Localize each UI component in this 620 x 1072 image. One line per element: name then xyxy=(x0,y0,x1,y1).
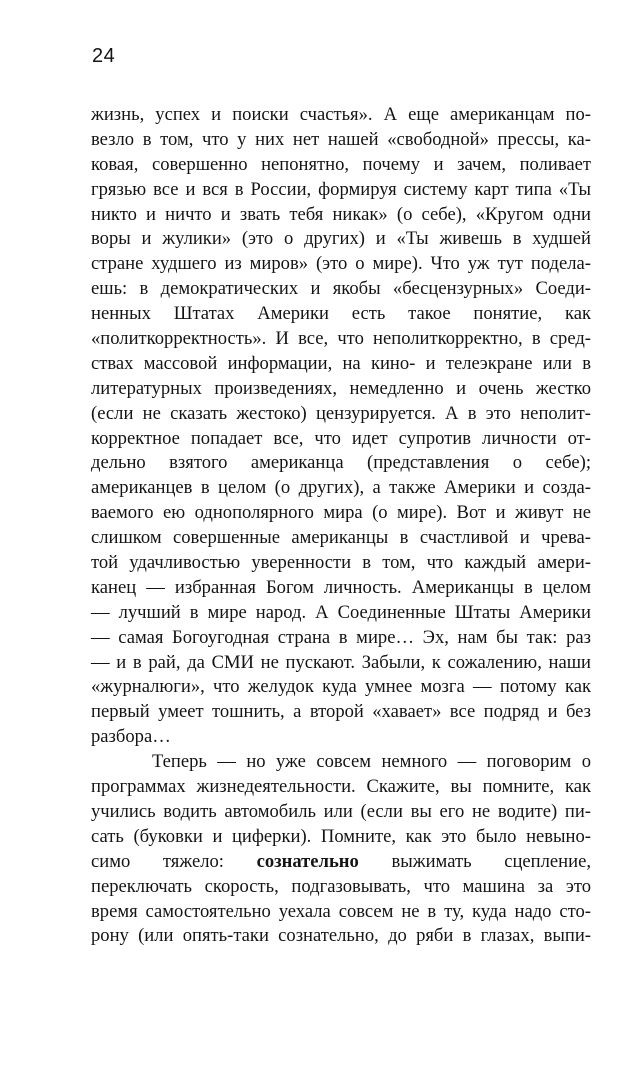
text-line: учились водить автомобиль или (если вы его не водите) пи- xyxy=(91,800,591,822)
text-line: программах жизнедеятельности. Скажите, вы помните, как xyxy=(91,776,591,798)
text-line: литературных произведениях, немедленно и очень жестко xyxy=(91,377,591,399)
text-line: ваемого ею однополярного мира (о мире). Вот и живут не xyxy=(91,502,591,524)
text-line: время самостоятельно уехала совсем не в ту, куда надо сто- xyxy=(91,900,591,922)
text-line: корректное попадает все, что идет супротив личности от- xyxy=(91,427,591,449)
text-line: ешь: в демократических и якобы «бесцензурных» Соеди- xyxy=(91,278,591,300)
text-line: дельно взятого американца (представления о себе); xyxy=(91,452,591,474)
text-line: воры и жулики» (это о других) и «Ты живешь в худшей xyxy=(91,228,591,250)
text-segment: симо тяжело: xyxy=(91,850,224,872)
text-line: «журналюги», что желудок куда умнее мозга — потому как xyxy=(91,676,591,698)
text-line: ствах массовой информации, на кино- и телеэкране или в xyxy=(91,352,591,374)
text-line: американцев в целом (о других), а также Америки и созда- xyxy=(91,477,591,499)
text-segment: выжимать сцепление, xyxy=(391,850,591,872)
text-line: — самая Богоугодная страна в мире… Эх, нам бы так: раз xyxy=(91,626,591,648)
text-line: ковая, совершенно непонятно, почему и зачем, поливает xyxy=(91,153,591,175)
text-line: слишком совершенные американцы в счастливой и чрева- xyxy=(91,527,591,549)
text-line: — и в рай, да СМИ не пускают. Забыли, к сожалению, наши xyxy=(91,651,591,673)
text-line: рону (или опять-таки сознательно, до ряби в глазах, выпи- xyxy=(91,925,591,947)
text-line: Теперь — но уже совсем немного — поговорим о xyxy=(152,751,591,773)
page-number: 24 xyxy=(92,45,116,67)
text-line: грязью все и вся в России, формируя систему карт типа «Ты xyxy=(91,178,591,200)
paragraph-2 xyxy=(91,750,591,949)
text-line: ненных Штатах Америки есть такое понятие, как xyxy=(91,303,591,325)
text-line: (если не сказать жестоко) цензурируется. А в это неполит- xyxy=(91,402,591,424)
text-line: канец — избранная Богом личность. Американцы в целом xyxy=(91,576,591,598)
paragraph-1 xyxy=(91,103,591,750)
text-line: «политкорректность». И все, что неполиткорректно, в сред- xyxy=(91,328,591,350)
text-line: стране худшего из миров» (это о мире). Что уж тут подела- xyxy=(91,253,591,275)
text-line: переключать скорость, подгазовывать, что машина за это xyxy=(91,875,591,897)
text-line-with-emphasis xyxy=(91,850,591,875)
text-line: везло в том, что у них нет нашей «свободной» прессы, ка- xyxy=(91,128,591,150)
emphasis-word: сознательно xyxy=(256,850,359,872)
text-line: жизнь, успех и поиски счастья». А еще американцам по- xyxy=(91,104,591,125)
body-text xyxy=(91,103,591,949)
text-line: — лучший в мире народ. А Соединенные Штаты Америки xyxy=(91,601,591,623)
text-line: никто и ничто и звать тебя никак» (о себе), «Кругом одни xyxy=(91,203,591,225)
text-line: той удачливостью уверенности в том, что каждый амери- xyxy=(91,552,591,574)
text-line: первый умеет тошнить, а второй «хавает» все подряд и без xyxy=(91,701,591,723)
text-line: сать (буковки и циферки). Помните, как это было невыно- xyxy=(91,825,591,847)
text-line: разбора… xyxy=(91,726,171,748)
